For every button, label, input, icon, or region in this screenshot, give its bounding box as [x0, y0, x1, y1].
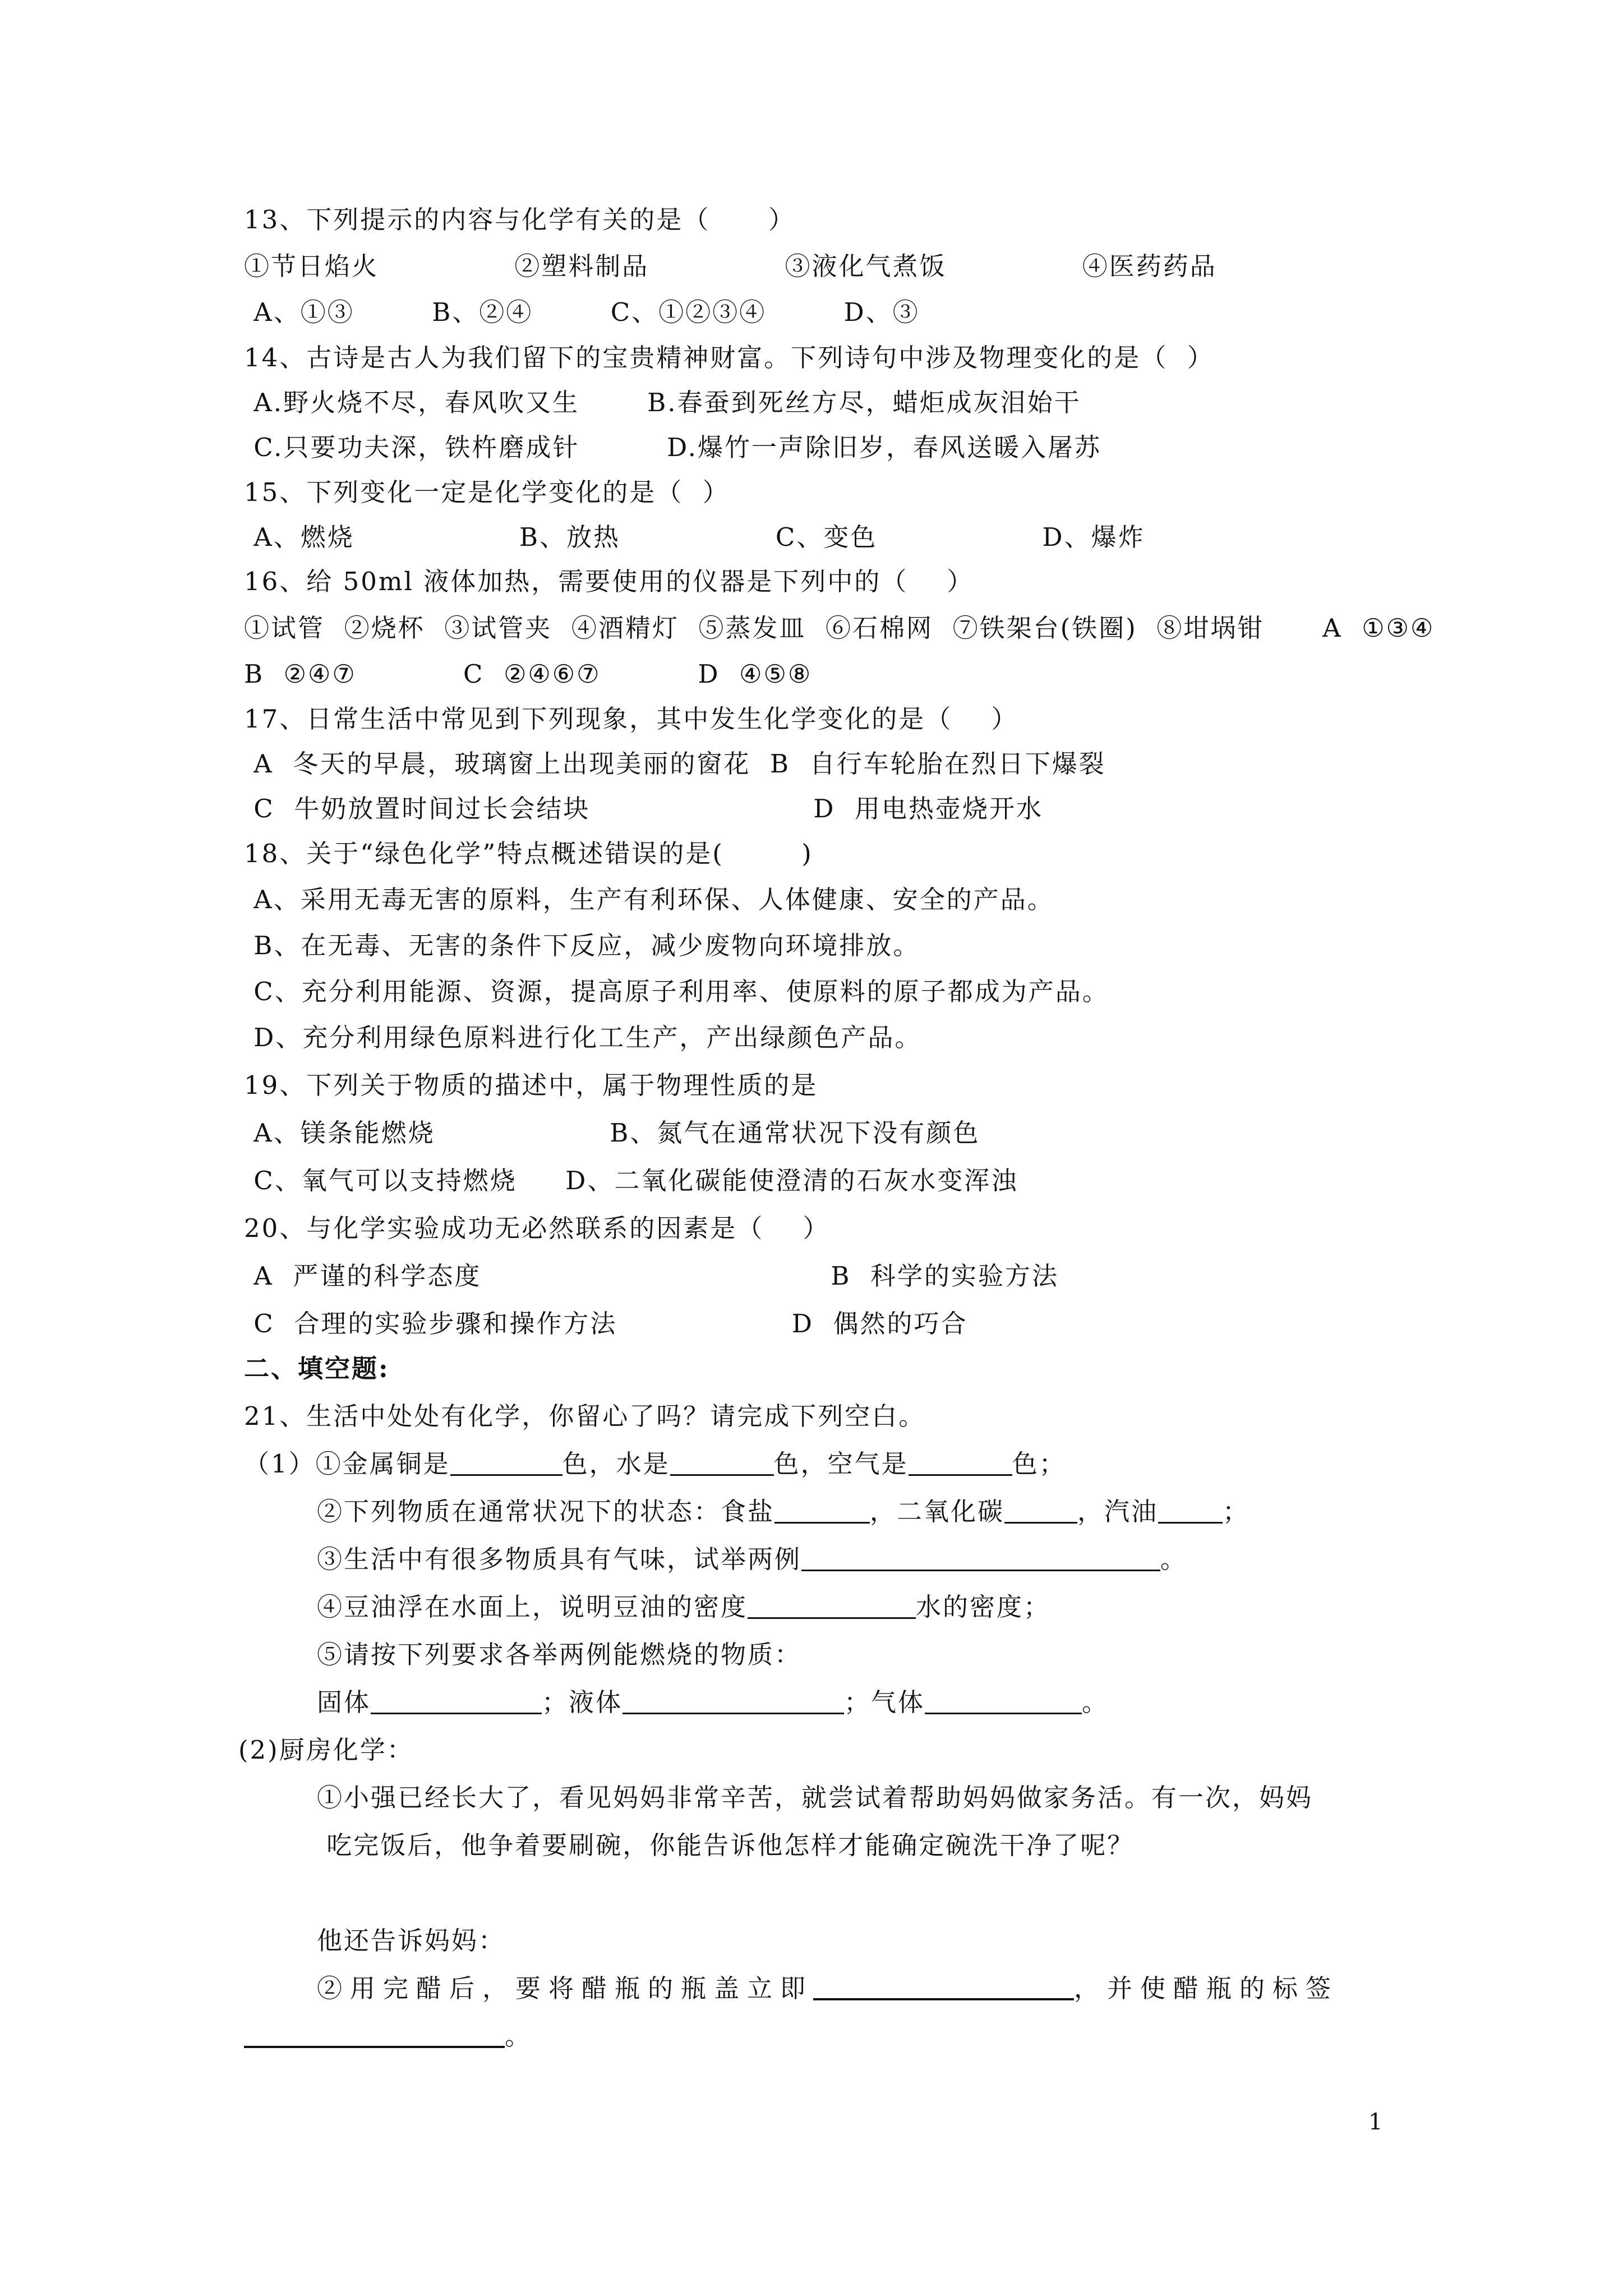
question-15-stem: 15、下列变化一定是化学变化的是（ ）: [244, 477, 730, 507]
blank-label: ，并使醋瓶的标签: [1074, 1973, 1339, 2003]
blank-label: ④豆油浮在水面上，说明豆油的密度: [317, 1592, 748, 1622]
answer-blank[interactable]: [774, 1499, 870, 1524]
question-18-option-c: C、充分利用能源、资源，提高原子利用率、使原料的原子都成为产品。: [244, 977, 1109, 1006]
q21-part2-line2: 吃完饭后，他争着要刷碗，你能告诉他怎样才能确定碗洗干净了呢？: [317, 1830, 1135, 1860]
question-18-option-b: B、在无毒、无害的条件下反应，减少废物向环境排放。: [244, 931, 920, 960]
answer-blank[interactable]: [244, 2023, 505, 2048]
question-17-options-cd: C 牛奶放置时间过长会结块 D 用电热壶烧开水: [244, 794, 1044, 823]
blank-label: 色，空气是: [773, 1449, 909, 1479]
page-number: 1: [1368, 2109, 1383, 2135]
blank-label: 。: [1160, 1544, 1188, 1574]
blank-label: ②下列物质在通常状况下的状态：食盐: [317, 1497, 775, 1526]
q21-part2-line1: ①小强已经长大了，看见妈妈非常辛苦，就尝试着帮助妈妈做家务活。有一次，妈妈: [317, 1783, 1313, 1812]
q21-part1-line6: [317, 1686, 1109, 1719]
question-16-items: ①试管 ②烧杯 ③试管夹 ④酒精灯 ⑤蒸发皿 ⑥石棉网 ⑦铁架台(铁圈) ⑧坩埚钳 A ①③④: [244, 613, 1435, 643]
answer-blank[interactable]: [909, 1452, 1012, 1476]
question-13-stem: 13、下列提示的内容与化学有关的是（ ）: [244, 205, 796, 234]
blank-label: 色；: [1012, 1449, 1066, 1479]
blank-label: 。: [1082, 1687, 1109, 1717]
blank-label: 水的密度；: [916, 1592, 1051, 1622]
q21-part1-line1: [244, 1447, 1066, 1481]
question-20-options-cd: C 合理的实验步骤和操作方法 D 偶然的巧合: [244, 1309, 968, 1338]
answer-blank[interactable]: [1004, 1499, 1077, 1524]
question-19-options-cd: C、氧气可以支持燃烧 D、二氧化碳能使澄清的石灰水变浑浊: [244, 1166, 1018, 1195]
section-heading: 二、填空题:: [244, 1354, 390, 1383]
answer-blank[interactable]: [450, 1452, 562, 1476]
question-18-stem: 18、关于“绿色化学”特点概述错误的是( ): [244, 839, 813, 868]
q21-part1-line4: [317, 1590, 1050, 1624]
blank-label: ；液体: [542, 1687, 623, 1717]
answer-blank[interactable]: [1158, 1499, 1223, 1524]
blank-label: ②用完醋后，要将醋瓶的瓶盖立即: [317, 1973, 814, 2003]
blank-label: ①金属铜是: [315, 1449, 450, 1479]
question-14-options-ab: A.野火烧不尽，春风吹又生 B.春蚕到死丝方尽，蜡炬成灰泪始干: [244, 388, 1081, 417]
question-17-options-ab: A 冬天的早晨，玻璃窗上出现美丽的窗花 B 自行车轮胎在烈日下爆裂: [244, 749, 1106, 779]
blank-label: 色，水是: [562, 1449, 670, 1479]
question-16-stem: 16、给 50ml 液体加热，需要使用的仪器是下列中的（ ）: [244, 567, 974, 596]
blank-label: 。: [505, 2021, 532, 2051]
answer-blank[interactable]: [371, 1690, 542, 1714]
part-marker: （1）: [244, 1449, 316, 1479]
q21-part1-line3: [317, 1543, 1187, 1576]
q21-part1-line5: ⑤请按下列要求各举两例能燃烧的物质：: [317, 1640, 802, 1669]
question-13-options: A、①③ B、②④ C、①②③④ D、③: [244, 297, 920, 327]
question-13-items: ①节日焰火 ②塑料制品 ③液化气煮饭 ④医药药品: [244, 251, 1217, 281]
question-15-options: A、燃烧 B、放热 C、变色 D、爆炸: [244, 522, 1145, 552]
q21-part2-line5: [244, 2019, 532, 2053]
blank-label: ；: [1223, 1497, 1250, 1526]
q21-part2-title: (2)厨房化学：: [238, 1735, 414, 1765]
q21-part1-line2: [317, 1495, 1249, 1529]
question-14-stem: 14、古诗是古人为我们留下的宝贵精神财富。下列诗句中涉及物理变化的是（ ）: [244, 343, 1214, 372]
answer-blank[interactable]: [801, 1547, 1160, 1571]
question-19-stem: 19、下列关于物质的描述中，属于物理性质的是: [244, 1070, 818, 1100]
blank-label: ，二氧化碳: [870, 1497, 1005, 1526]
blank-label: ；气体: [844, 1687, 925, 1717]
question-17-stem: 17、日常生活中常见到下列现象，其中发生化学变化的是（ ）: [244, 704, 1018, 734]
blank-label: 固体: [317, 1687, 371, 1717]
q21-part2-line4: [317, 1972, 1339, 2005]
blank-label: ③生活中有很多物质具有气味，试举两例: [317, 1544, 802, 1574]
q21-part2-line3: 他还告诉妈妈：: [317, 1926, 506, 1955]
blank-label: ，汽油: [1077, 1497, 1159, 1526]
question-21-stem: 21、生活中处处有化学，你留心了吗？请完成下列空白。: [244, 1401, 926, 1431]
question-18-option-a: A、采用无毒无害的原料，生产有利环保、人体健康、安全的产品。: [244, 885, 1054, 914]
question-18-option-d: D、充分利用绿色原料进行化工生产，产出绿颜色产品。: [244, 1023, 922, 1052]
answer-blank[interactable]: [670, 1452, 774, 1476]
question-14-options-cd: C.只要功夫深，铁杵磨成针 D.爆竹一声除旧岁，春风送暖入屠苏: [244, 432, 1101, 462]
question-19-options-ab: A、镁条能燃烧 B、氮气在通常状况下没有颜色: [244, 1118, 980, 1148]
question-16-options: B ②④⑦ C ②④⑥⑦ D ④⑤⑧: [244, 659, 813, 689]
answer-blank[interactable]: [813, 1976, 1074, 2000]
answer-blank[interactable]: [623, 1690, 844, 1714]
question-20-options-ab: A 严谨的科学态度 B 科学的实验方法: [244, 1261, 1059, 1291]
answer-blank[interactable]: [748, 1595, 916, 1619]
answer-blank[interactable]: [925, 1690, 1082, 1714]
question-20-stem: 20、与化学实验成功无必然联系的因素是（ ）: [244, 1213, 830, 1243]
